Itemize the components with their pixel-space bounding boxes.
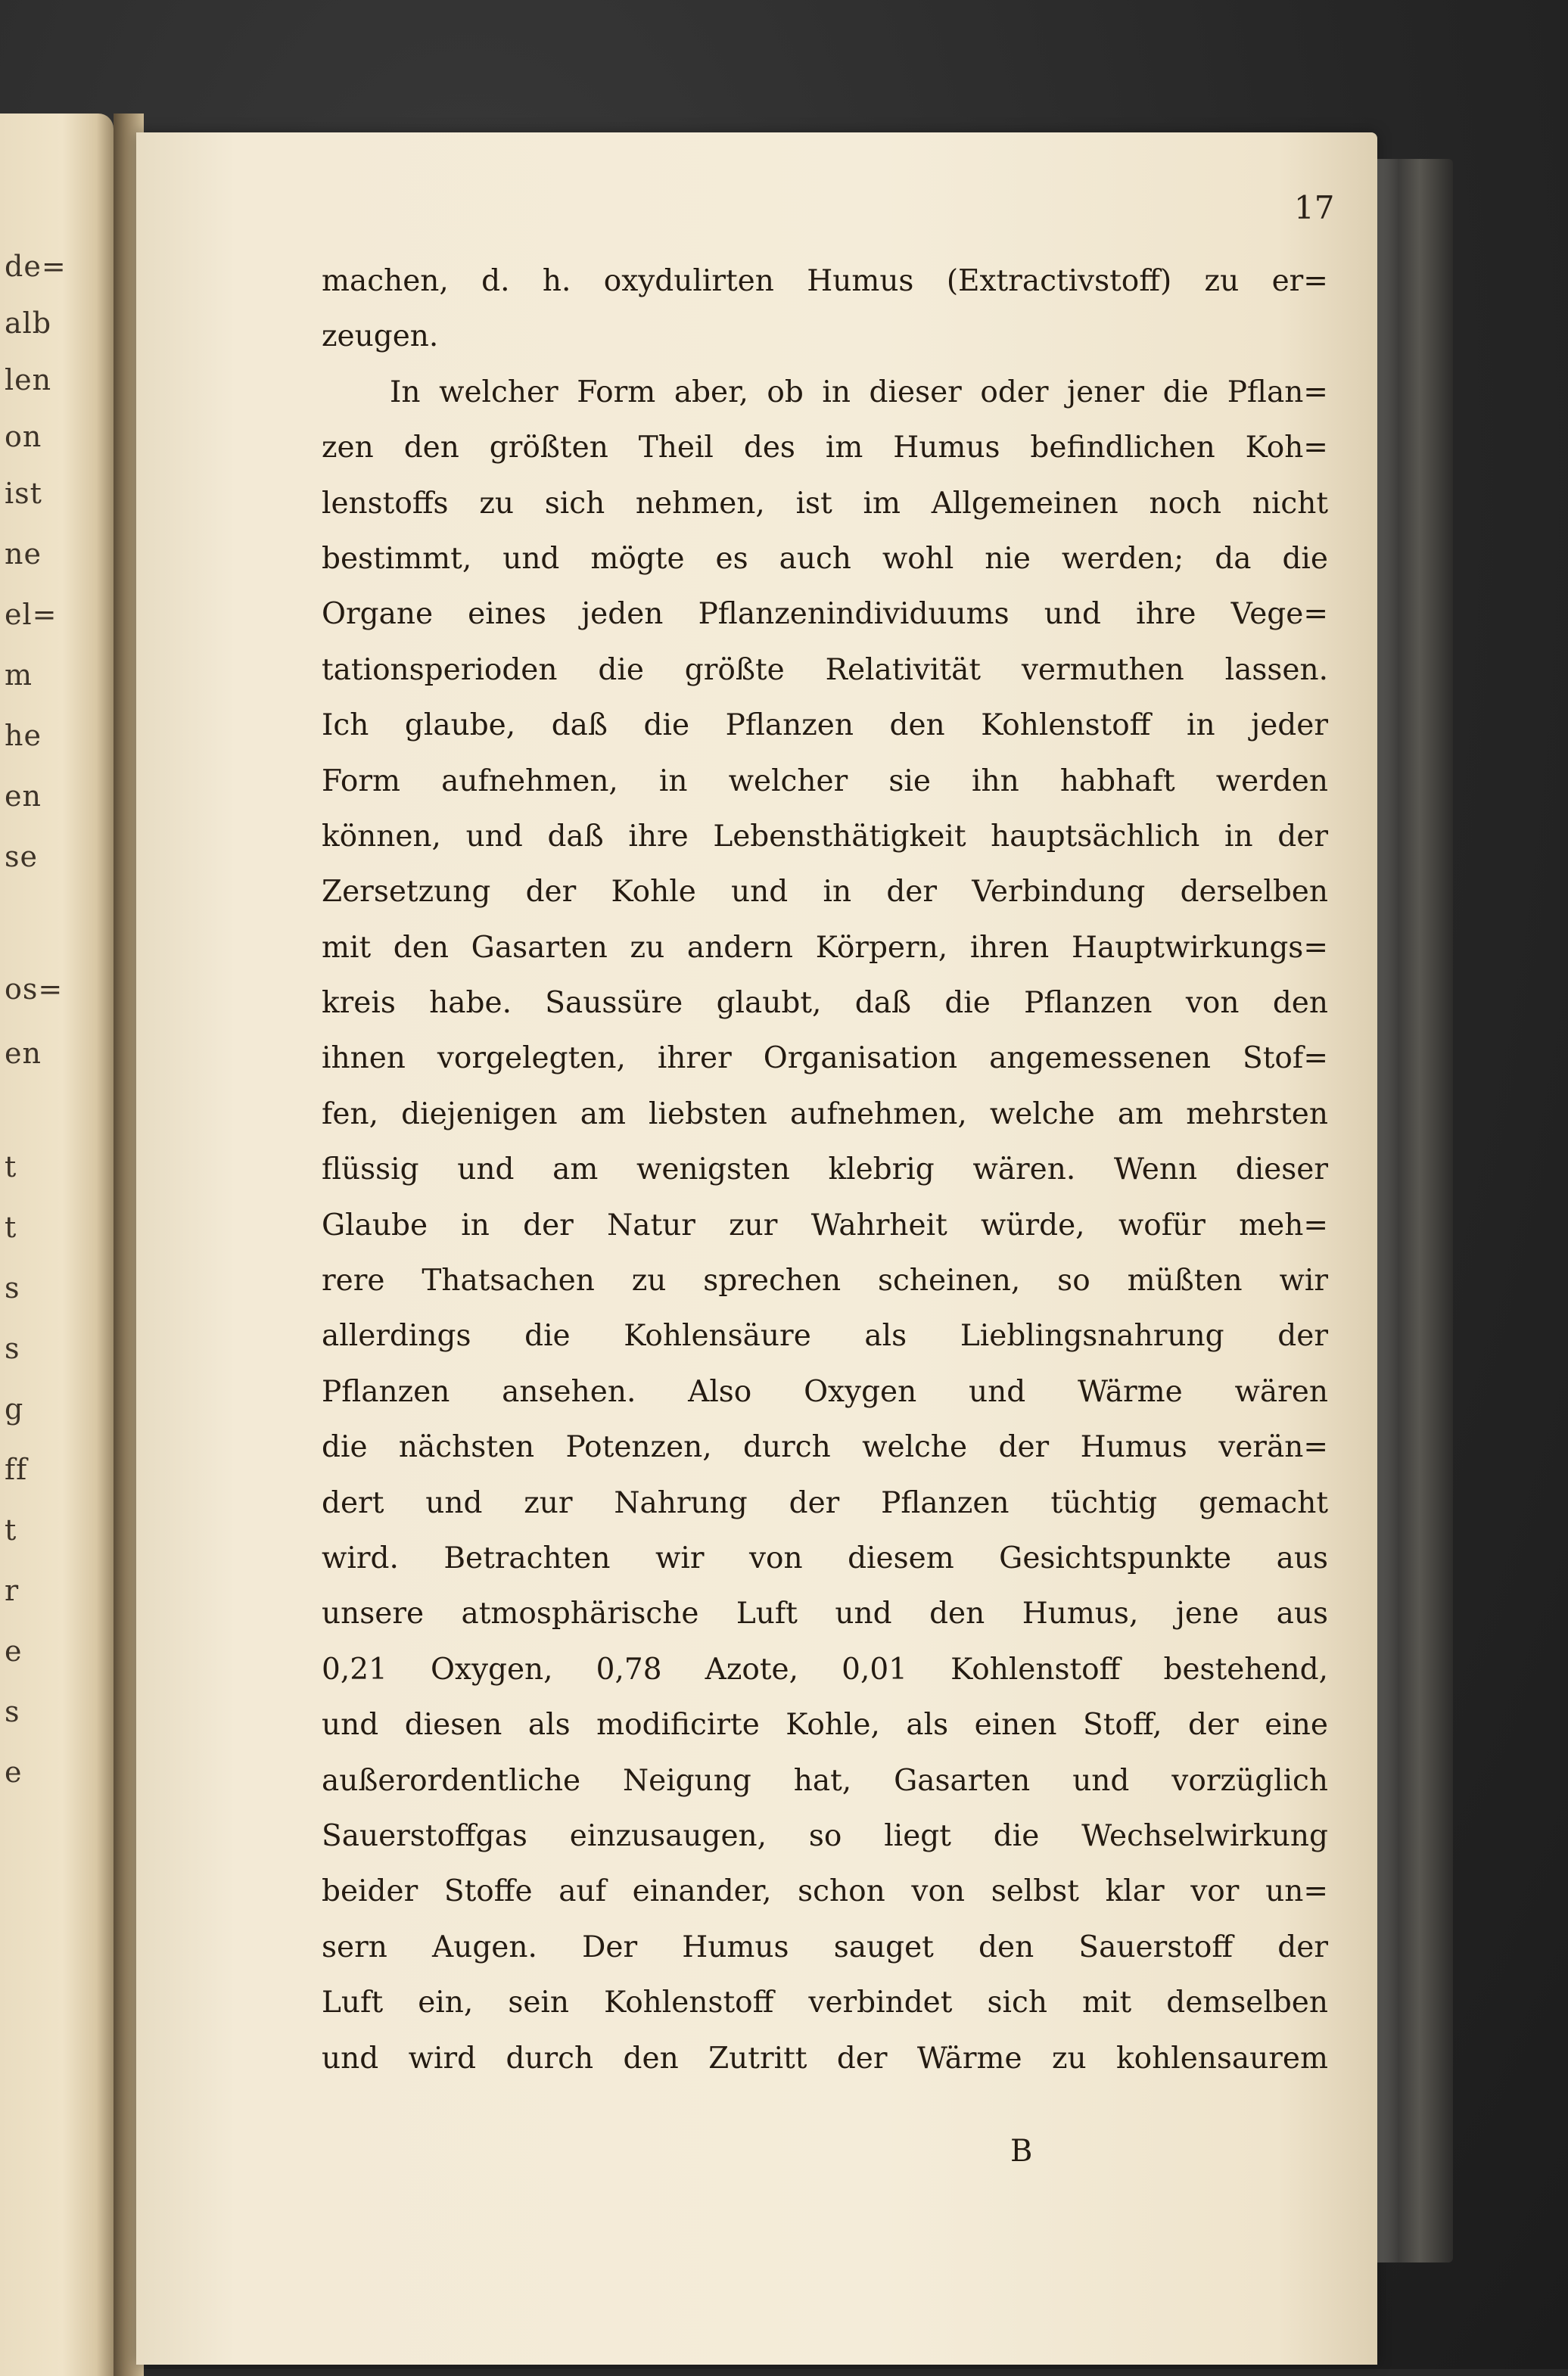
left-page-text-fragment: t [5, 1513, 17, 1547]
text-line: dert und zur Nahrung der Pflanzen tüchtig gemacht [322, 1485, 1328, 1520]
printer-signature-mark: B [1010, 2134, 1033, 2169]
text-line: tationsperioden die größte Relativität vermuthen lassen. [322, 652, 1328, 687]
left-page-text-fragment: r [5, 1574, 20, 1607]
text-line: die nächsten Potenzen, durch welche der Humus verän= [322, 1430, 1328, 1465]
text-line: In welcher Form aber, ob in dieser oder jener die Pflan= [390, 375, 1328, 409]
left-page-text-fragment: ff [5, 1453, 28, 1486]
text-line: allerdings die Kohlensäure als Lieblingsnahrung der [322, 1319, 1328, 1354]
body-text [322, 253, 1328, 2086]
text-line: Glaube in der Natur zur Wahrheit würde, wofür meh= [322, 1208, 1328, 1242]
left-page-text-fragment: g [5, 1392, 24, 1426]
left-page-text-fragment: s [5, 1332, 20, 1365]
text-line: und wird durch den Zutritt der Wärme zu kohlensaurem [322, 2041, 1328, 2076]
left-page-text-fragment: he [5, 719, 42, 752]
left-page-text-fragment: on [5, 420, 42, 453]
text-line: Pflanzen ansehen. Also Oxygen und Wärme wären [322, 1374, 1328, 1409]
text-line: sern Augen. Der Humus sauget den Sauerstoff der [322, 1930, 1328, 1964]
left-page-text-fragment: s [5, 1271, 20, 1305]
text-line: flüssig und am wenigsten klebrig wären. Wenn dieser [322, 1152, 1328, 1187]
text-line: können, und daß ihre Lebensthätigkeit hauptsächlich in der [322, 819, 1328, 854]
left-page-text-fragment: len [5, 363, 52, 397]
text-line: Organe eines jeden Pflanzenindividuums und ihre Vege= [322, 597, 1328, 632]
left-page-text-fragment: e [5, 1634, 23, 1668]
left-page-text-fragment: se [5, 840, 38, 873]
text-line: lenstoffs zu sich nehmen, ist im Allgemeinen noch nicht [322, 486, 1328, 521]
left-page-text-fragment: os= [5, 972, 64, 1006]
left-facing-page [0, 114, 114, 2376]
text-line: kreis habe. Saussüre glaubt, daß die Pflanzen von den [322, 986, 1328, 1021]
text-line: Zersetzung der Kohle und in der Verbindung derselben [322, 875, 1328, 910]
text-line: Luft ein, sein Kohlenstoff verbindet sich mit demselben [322, 1986, 1328, 2020]
text-line: wird. Betrachten wir von diesem Gesichtspunkte aus [322, 1541, 1328, 1575]
text-line: bestimmt, und mögte es auch wohl nie werden; da die [322, 541, 1328, 576]
left-page-text-fragment: t [5, 1150, 17, 1183]
text-line: machen, d. h. oxydulirten Humus (Extractivstoff) zu er= [322, 264, 1328, 298]
text-line: zeugen. [322, 319, 439, 354]
text-line: Ich glaube, daß die Pflanzen den Kohlenstoff in jeder [322, 708, 1328, 743]
left-page-text-fragment: e [5, 1756, 23, 1789]
left-page-text-fragment: de= [5, 250, 67, 283]
left-page-text-fragment: alb [5, 306, 52, 340]
book-cover-edge [1370, 159, 1453, 2262]
text-line: 0,21 Oxygen, 0,78 Azote, 0,01 Kohlenstoff bestehend, [322, 1652, 1328, 1687]
text-line: Sauerstoffgas einzusaugen, so liegt die Wechselwirkung [322, 1818, 1328, 1853]
text-line: zen den größten Theil des im Humus befindlichen Koh= [322, 431, 1328, 465]
text-line: mit den Gasarten zu andern Körpern, ihren Hauptwirkungs= [322, 930, 1328, 965]
left-page-text-fragment: en [5, 1037, 42, 1070]
left-page-text-fragment: en [5, 779, 42, 813]
text-line: Form aufnehmen, in welcher sie ihn habhaft werden [322, 763, 1328, 798]
text-line: rere Thatsachen zu sprechen scheinen, so müßten wir [322, 1264, 1328, 1298]
text-line: außerordentliche Neigung hat, Gasarten und vorzüglich [322, 1763, 1328, 1798]
text-line: beider Stoffe auf einander, schon von selbst klar vor un= [322, 1874, 1328, 1909]
left-page-text-fragment: ne [5, 537, 42, 571]
left-page-text-fragment: ist [5, 477, 42, 510]
left-page-text-fragment: s [5, 1695, 20, 1728]
page-number: 17 [1294, 189, 1335, 226]
left-page-text-fragment: el= [5, 598, 58, 631]
text-line: fen, diejenigen am liebsten aufnehmen, welche am mehrsten [322, 1096, 1328, 1131]
text-line: unsere atmosphärische Luft und den Humus, jene aus [322, 1597, 1328, 1631]
text-line: und diesen als modificirte Kohle, als einen Stoff, der eine [322, 1708, 1328, 1743]
text-line: ihnen vorgelegten, ihrer Organisation angemessenen Stof= [322, 1041, 1328, 1076]
left-page-text-fragment: m [5, 658, 33, 692]
left-page-text-fragment: t [5, 1211, 17, 1244]
